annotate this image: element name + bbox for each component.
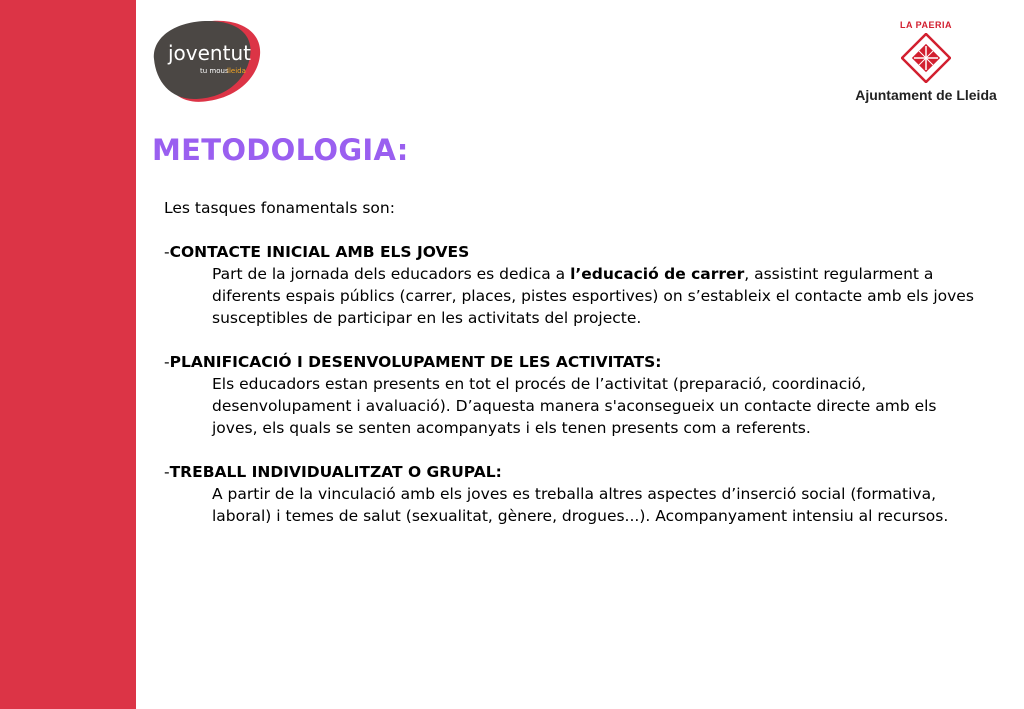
section-body: Part de la jornada dels educadors es dedica a l’educació de carrer, assistint regularment a diferents espais públics (carrer, places, pistes esportives) on s’estableix el contacte amb els joves susceptibles de participar en les activitats del projecte. [212,265,974,327]
city-name: Ajuntament de Lleida [855,87,997,103]
section-body: Els educadors estan presents en tot el procés de l’activitat (preparació, coordinació, desenvolupament i avaluació). D’aquesta manera s'aconsegueix un contacte directe amb els joves, els quals se senten acompanyats i els tenen presents com a referents. [212,375,937,437]
intro-text: Les tasques fonamentals son: [164,199,395,217]
joventut-tagline-2: lleida [227,67,246,75]
section-body: A partir de la vinculació amb els joves es treballa altres aspectes d’inserció social (formativa, laboral) i temes de salut (sexualitat, gènere, drogues...). Acompanyament intensiu al recursos. [212,485,949,525]
joventut-tagline-1: tu mous [200,67,229,75]
section-planificacio [164,351,984,439]
content [164,197,984,549]
crest-title: LA PAERIA [899,20,952,30]
page-title: METODOLOGIA: [152,133,409,167]
joventut-brand: joventut [168,41,251,65]
paeria-logo [838,20,1014,102]
joventut-logo [150,15,265,107]
crest-icon [901,33,951,83]
section-heading: -CONTACTE INICIAL AMB ELS JOVES [164,243,470,261]
side-band [0,0,136,709]
section-contacte [164,241,984,329]
joventut-logo-shape [150,15,265,107]
section-heading: -PLANIFICACIÓ I DESENVOLUPAMENT DE LES ACTIVITATS: [164,353,662,371]
section-treball [164,461,984,527]
section-heading: -TREBALL INDIVIDUALITZAT O GRUPAL: [164,463,502,481]
